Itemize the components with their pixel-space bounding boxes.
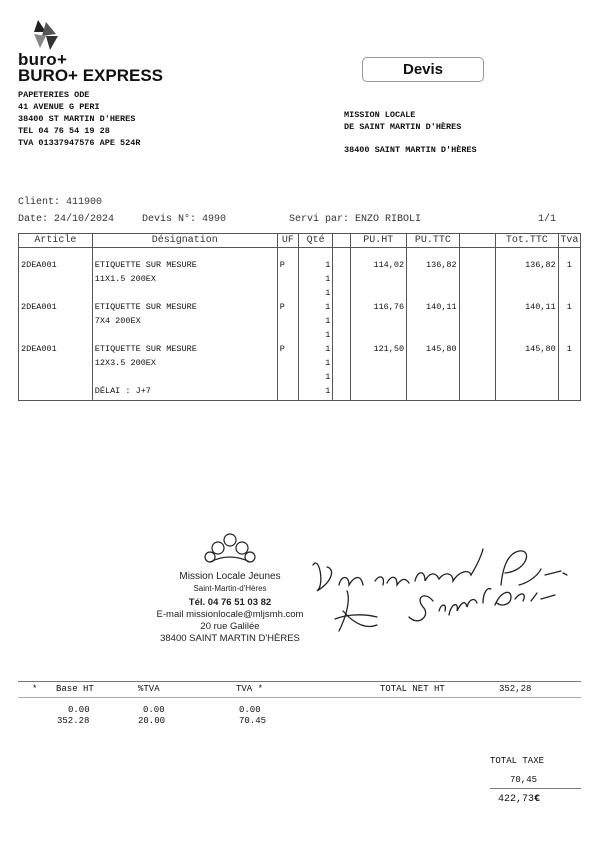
table-cell: 1 — [298, 288, 332, 302]
table-cell: 140,11 — [496, 302, 559, 316]
table-cell: 116,76 — [350, 302, 407, 316]
table-cell — [277, 358, 298, 372]
table-cell — [333, 260, 350, 274]
table-cell — [407, 358, 460, 372]
table-cell — [459, 274, 495, 288]
buro-logo-icon — [30, 18, 64, 52]
mission-locale-logo-icon — [200, 532, 260, 566]
vat-base: 0.00 — [68, 705, 90, 715]
table-cell: 114,02 — [350, 260, 407, 274]
table-cell — [496, 274, 559, 288]
table-cell: 136,82 — [496, 260, 559, 274]
table-cell — [496, 358, 559, 372]
table-cell — [333, 274, 350, 288]
table-cell: P — [277, 302, 298, 316]
table-cell — [459, 260, 495, 274]
stamp-town: 38400 SAINT MARTIN D'HÈRES — [160, 633, 300, 644]
table-cell — [19, 358, 93, 372]
table-cell — [558, 330, 580, 344]
table-cell — [558, 288, 580, 302]
table-cell — [19, 316, 93, 330]
table-cell — [277, 288, 298, 302]
table-cell — [459, 330, 495, 344]
table-row — [19, 302, 581, 316]
table-cell — [333, 344, 350, 358]
table-cell: 1 — [298, 358, 332, 372]
table-cell — [92, 372, 277, 386]
table-cell — [496, 330, 559, 344]
totals-header-star: * — [32, 684, 38, 694]
column-header — [333, 234, 350, 248]
table-cell: ETIQUETTE SUR MESURE — [92, 344, 277, 358]
column-header — [459, 234, 495, 248]
table-cell: ETIQUETTE SUR MESURE — [92, 260, 277, 274]
table-cell — [558, 248, 580, 261]
table-cell: 2DEA001 — [19, 260, 93, 274]
total-ttc-amount: 422,73 — [498, 794, 535, 805]
quote-date: Date: 24/10/2024 — [18, 214, 115, 225]
table-cell — [496, 248, 559, 261]
table-cell — [350, 316, 407, 330]
table-cell — [350, 372, 407, 386]
table-row — [19, 358, 581, 372]
table-cell — [407, 248, 460, 261]
table-row — [19, 330, 581, 344]
table-row — [19, 260, 581, 274]
table-cell — [92, 330, 277, 344]
table-cell — [19, 248, 93, 261]
currency-symbol: € — [534, 794, 541, 805]
stamp-org: Mission Locale Jeunes — [179, 571, 281, 582]
table-cell: 121,50 — [350, 344, 407, 358]
table-row — [19, 248, 581, 261]
total-net-ht-value: 352,28 — [499, 684, 532, 694]
table-cell — [407, 330, 460, 344]
table-cell: 1 — [558, 260, 580, 274]
totals-header-tva: TVA * — [236, 684, 264, 694]
table-cell — [350, 358, 407, 372]
table-cell — [459, 302, 495, 316]
table-cell — [407, 274, 460, 288]
table-cell: 140,11 — [407, 302, 460, 316]
table-cell: 1 — [298, 330, 332, 344]
table-cell — [19, 372, 93, 386]
company-address-line: TVA 01337947576 APE 524R — [18, 138, 141, 148]
table-cell: 136,82 — [407, 260, 460, 274]
table-cell: 1 — [298, 344, 332, 358]
table-cell — [407, 316, 460, 330]
table-cell: 1 — [298, 260, 332, 274]
table-cell: 2DEA001 — [19, 344, 93, 358]
served-by: Servi par: ENZO RIBOLI — [289, 214, 422, 225]
company-address-line: 38400 ST MARTIN D'HERES — [18, 114, 136, 124]
company-address-line: PAPETERIES ODE — [18, 90, 90, 100]
stamp-city: Saint-Martin-d'Hères — [193, 584, 267, 593]
table-cell — [558, 386, 580, 401]
table-cell — [277, 330, 298, 344]
table-cell — [496, 386, 559, 401]
company-address-line: 41 AVENUE G PERI — [18, 102, 100, 112]
table-cell — [92, 248, 277, 261]
table-cell — [277, 274, 298, 288]
table-cell — [459, 288, 495, 302]
table-row — [19, 344, 581, 358]
brand-logo-text: buro+ — [18, 50, 68, 69]
vat-base: 352.28 — [57, 716, 90, 726]
column-header: Qté — [298, 234, 332, 248]
vat-rate: 20.00 — [138, 716, 166, 726]
handwritten-signature — [305, 545, 575, 645]
table-cell: 12X3.5 200EX — [92, 358, 277, 372]
table-cell — [350, 248, 407, 261]
table-cell: 145,80 — [407, 344, 460, 358]
table-cell: 1 — [558, 302, 580, 316]
table-cell — [277, 316, 298, 330]
table-cell — [459, 344, 495, 358]
column-header: Tot.TTC — [496, 234, 559, 248]
table-cell — [558, 274, 580, 288]
table-cell: P — [277, 344, 298, 358]
stamp-street: 20 rue Galilée — [200, 621, 260, 632]
table-cell: 1 — [298, 372, 332, 386]
table-cell — [459, 316, 495, 330]
table-cell — [277, 372, 298, 386]
table-cell — [92, 288, 277, 302]
table-cell — [333, 386, 350, 401]
quote-number: Devis N°: 4990 — [142, 214, 227, 225]
client-number: Client: 411900 — [18, 197, 103, 208]
vat-amount: 0.00 — [239, 705, 261, 715]
table-cell — [333, 288, 350, 302]
column-header: Désignation — [92, 234, 277, 248]
table-cell: P — [277, 260, 298, 274]
vat-rate: 0.00 — [143, 705, 165, 715]
recipient-line: DE SAINT MARTIN D'HÈRES — [344, 122, 462, 132]
stamp-email: E-mail missionlocale@mljsmh.com — [156, 609, 304, 620]
column-header: PU.HT — [350, 234, 407, 248]
table-row — [19, 274, 581, 288]
quote-lines-table — [18, 233, 581, 401]
table-cell: 1 — [298, 386, 332, 401]
total-net-ht-label: TOTAL NET HT — [380, 684, 445, 694]
vat-amount: 70.45 — [239, 716, 267, 726]
total-ttc-value — [498, 794, 540, 805]
table-cell — [19, 274, 93, 288]
table-cell — [298, 248, 332, 261]
table-cell — [496, 372, 559, 386]
table-cell: 11X1.5 200EX — [92, 274, 277, 288]
table-cell: 1 — [298, 316, 332, 330]
table-cell — [558, 372, 580, 386]
page-number: 1/1 — [538, 214, 557, 225]
table-cell: ETIQUETTE SUR MESURE — [92, 302, 277, 316]
table-cell: 1 — [298, 302, 332, 316]
table-cell — [19, 288, 93, 302]
total-taxe-value: 70,45 — [510, 775, 538, 785]
company-name: BURO+ EXPRESS — [18, 66, 164, 85]
table-cell — [350, 330, 407, 344]
table-cell: 1 — [558, 344, 580, 358]
column-header: Tva — [558, 234, 580, 248]
table-cell — [558, 316, 580, 330]
table-cell: 2DEA001 — [19, 302, 93, 316]
table-cell — [350, 386, 407, 401]
table-row — [19, 372, 581, 386]
table-cell — [19, 386, 93, 401]
table-cell — [350, 274, 407, 288]
document-type-badge: Devis — [362, 57, 484, 82]
table-cell — [496, 316, 559, 330]
table-cell: 1 — [298, 274, 332, 288]
table-cell — [277, 248, 298, 261]
table-cell — [459, 248, 495, 261]
column-header: UF — [277, 234, 298, 248]
total-taxe-label: TOTAL TAXE — [490, 756, 545, 766]
table-cell — [496, 288, 559, 302]
table-cell — [407, 288, 460, 302]
table-cell — [333, 316, 350, 330]
table-cell — [333, 330, 350, 344]
table-cell — [333, 372, 350, 386]
table-cell — [459, 386, 495, 401]
company-address-line: TEL 04 76 54 19 28 — [18, 126, 110, 136]
table-cell — [19, 330, 93, 344]
table-cell: 145,80 — [496, 344, 559, 358]
recipient-line: MISSION LOCALE — [344, 110, 416, 120]
table-row — [19, 386, 581, 401]
table-cell — [277, 386, 298, 401]
table-row — [19, 288, 581, 302]
table-cell — [459, 372, 495, 386]
table-row — [19, 316, 581, 330]
table-cell: 7X4 200EX — [92, 316, 277, 330]
column-header: Article — [19, 234, 93, 248]
table-cell — [333, 358, 350, 372]
table-cell — [407, 372, 460, 386]
stamp-phone: Tél. 04 76 51 03 82 — [188, 597, 272, 608]
table-header-row — [19, 234, 581, 248]
table-cell — [333, 302, 350, 316]
mission-locale-stamp — [150, 532, 310, 645]
column-header: PU.TTC — [407, 234, 460, 248]
table-cell: DÉLAI : J+7 — [92, 386, 277, 401]
table-cell — [407, 386, 460, 401]
totals-header-base: Base HT — [56, 684, 94, 694]
table-cell — [459, 358, 495, 372]
table-cell — [333, 248, 350, 261]
table-cell — [558, 358, 580, 372]
table-cell — [350, 288, 407, 302]
recipient-line: 38400 SAINT MARTIN D'HÈRES — [344, 145, 477, 155]
totals-header-pct: %TVA — [138, 684, 160, 694]
